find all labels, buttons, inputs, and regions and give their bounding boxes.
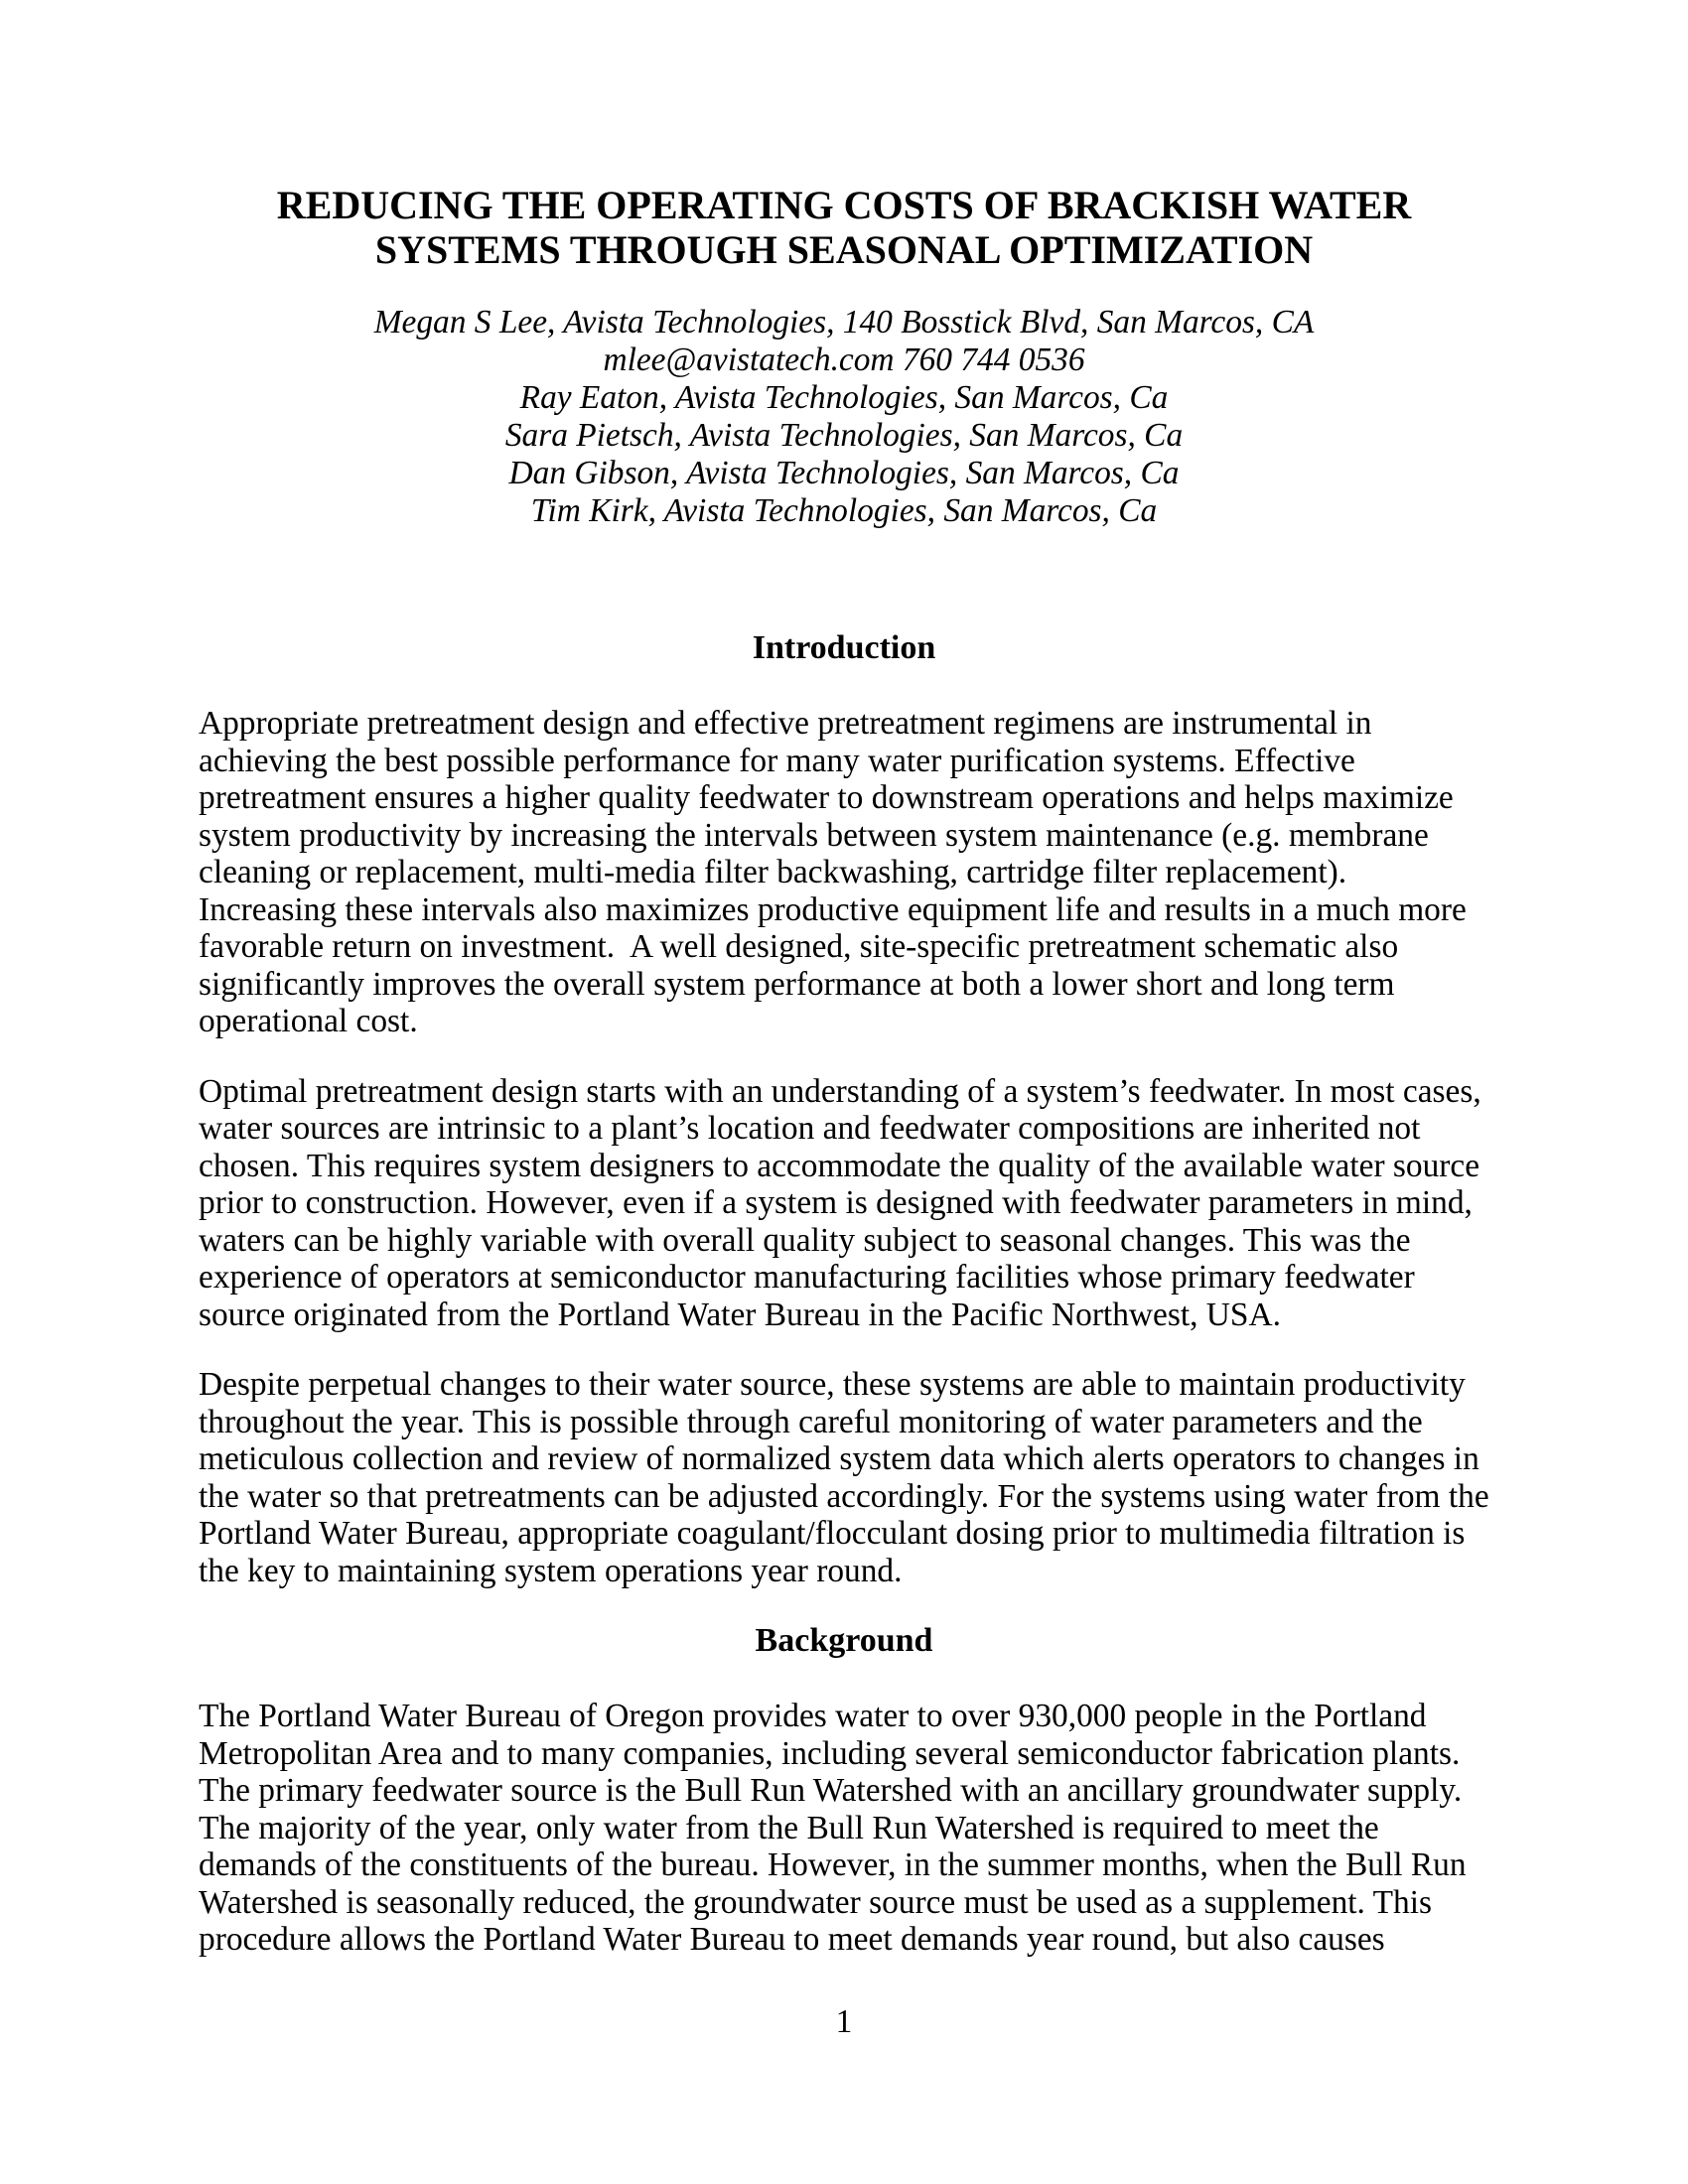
author-line: Dan Gibson, Avista Technologies, San Marcos, Ca xyxy=(508,455,1180,491)
paragraph: Optimal pretreatment design starts with an understanding of a system’s feedwater. In most cases, water sources are intrinsic to a plant’s location and feedwater compositions are inherited not chosen. This requires system designers to accommodate the quality of the available water source prior to construction. However, even if a system is designed with feedwater parameters in mind, waters can be highly variable with overall quality subject to seasonal changes. This was the experience of operators at semiconductor manufacturing facilities whose primary feedwater source originated from the Portland Water Bureau in the Pacific Northwest, USA. xyxy=(199,1072,1490,1333)
section-heading-background: Background xyxy=(755,1622,933,1659)
page-number: 1 xyxy=(835,2003,853,2040)
paper-title xyxy=(199,183,1489,272)
author-line: Tim Kirk, Avista Technologies, San Marcos, Ca xyxy=(530,492,1158,529)
paragraph: Appropriate pretreatment design and effective pretreatment regimens are instrumental in achieving the best possible performance for many water purification systems. Effective pretreatment ensures a higher quality feedwater to downstream operations and helps maximize system productivity by increasing the intervals between system maintenance (e.g. membrane cleaning or replacement, multi-media filter backwashing, cartridge filter replacement). Increasing these intervals also maximizes productive equipment life and results in a much more favorable return on investment. A well designed, site-specific pretreatment schematic also significantly improves the overall system performance at both a lower short and long term operational cost. xyxy=(199,705,1476,1039)
text-column xyxy=(199,0,1498,1991)
author-line: Ray Eaton, Avista Technologies, San Marcos, Ca xyxy=(519,379,1169,416)
author-block xyxy=(199,304,1489,530)
paper-title-line: REDUCING THE OPERATING COSTS OF BRACKISH WATER xyxy=(276,183,1412,227)
author-line: Sara Pietsch, Avista Technologies, San Marcos, Ca xyxy=(504,417,1184,454)
author-line: Megan S Lee, Avista Technologies, 140 Bosstick Blvd, San Marcos, CA xyxy=(373,304,1315,341)
section-heading-introduction: Introduction xyxy=(752,629,936,666)
paragraph: The Portland Water Bureau of Oregon provides water to over 930,000 people in the Portland Metropolitan Area and to many companies, including several semiconductor fabrication plants. The primary feedwater source is the Bull Run Watershed with an ancillary groundwater supply. The majority of the year, only water from the Bull Run Watershed is required to meet the demands of the constituents of the bureau. However, in the summer months, when the Bull Run Watershed is seasonally reduced, the groundwater source must be used as a supplement. This procedure allows the Portland Water Bureau to meet demands year round, but also causes xyxy=(199,1698,1475,1958)
author-contact-line: mlee@avistatech.com 760 744 0536 xyxy=(603,341,1085,378)
paragraph: Despite perpetual changes to their water source, these systems are able to maintain productivity throughout the year. This is possible through careful monitoring of water parameters and the meticulous collection and review of normalized system data which alerts operators to changes in the water so that pretreatments can be adjusted accordingly. For the systems using water from the Portland Water Bureau, appropriate coagulant/flocculant dosing prior to multimedia filtration is the key to maintaining system operations year round. xyxy=(199,1366,1498,1589)
paper-title-line: SYSTEMS THROUGH SEASONAL OPTIMIZATION xyxy=(374,227,1314,272)
